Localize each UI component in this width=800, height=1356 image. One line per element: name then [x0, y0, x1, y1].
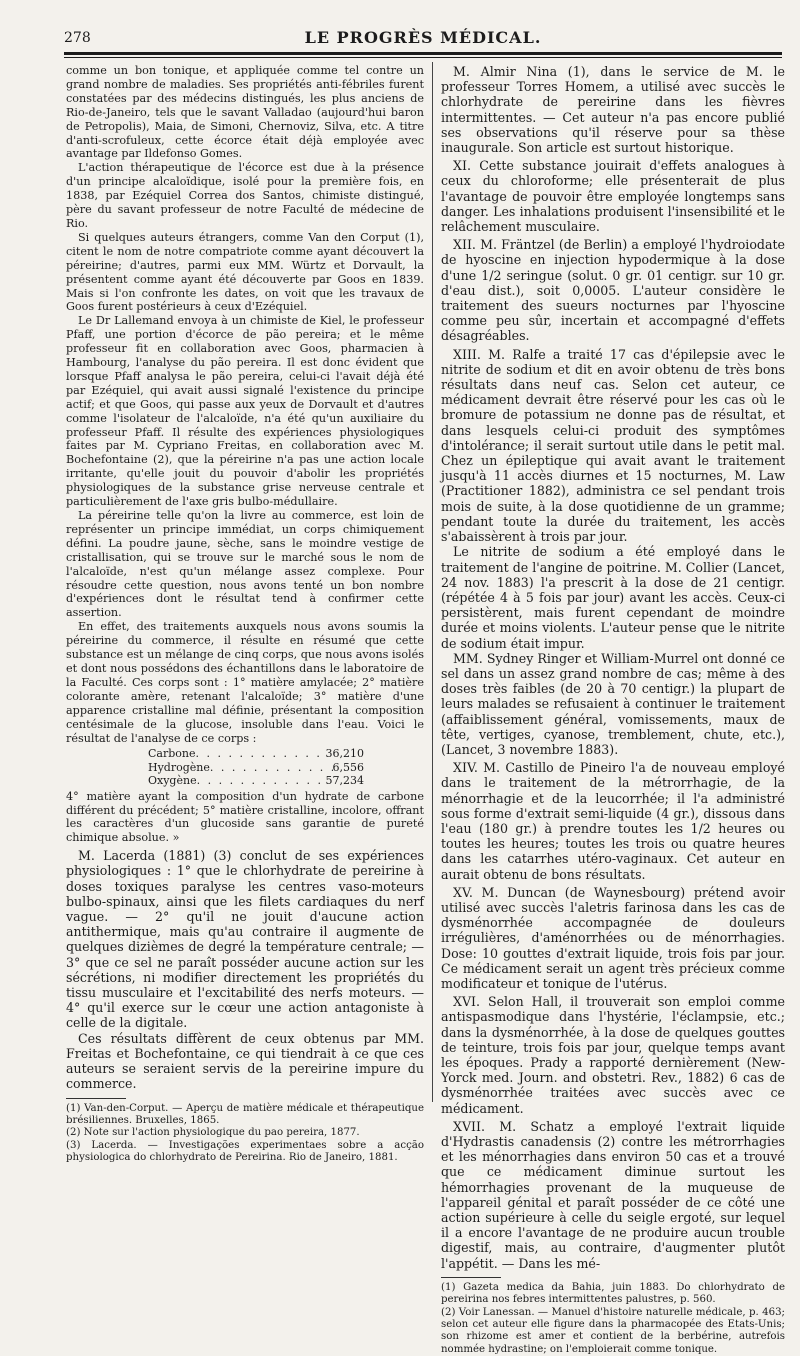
paragraph: L'action thérapeutique de l'écorce est due à la présence d'un principe alcaloïdique, isolé pour la première fois, en 1838, par Ezéquiel Correa dos Santos, chimiste distingué, père du savant professeur de notre Faculté de médecine de Rio. — [66, 161, 424, 230]
leader-dots — [196, 747, 326, 760]
paragraph: XII. M. Fräntzel (de Berlin) a employé l'hydroiodate de hyoscine en injection hypodermique à la dose d'une 1/2 seringue (solut. 0 gr. 01 centigr. sur 10 gr. d'eau dist.), soit 0,0005. L'auteur considère le traitement des sueurs nocturnes par l'hyoscine comme peu sûr, incertain et accompagné d'effets désagréables. — [441, 237, 785, 344]
paragraph: XVII. M. Schatz a employé l'extrait liquide d'Hydrastis canadensis (2) contre les métrorrhagies et les ménorrhagies dans environ 50 cas et a trouvé que ce médicament diminue surtout les hémorrhagies provenant de la muqueuse de l'appareil génital et paraît posséder de ce côté une action supérieure à celle du seigle ergoté, sur lequel il a encore l'avantage de ne produire aucun trouble digestif, mais, au contraire, d'augmenter plutôt l'appétit. — Dans les mé- — [441, 1118, 785, 1271]
footnotes — [441, 1282, 785, 1356]
header-rule-thick — [64, 52, 782, 55]
paragraph: En effet, des traitements auxquels nous avons soumis la péreirine du commerce, il résulte en résumé que cette substance est un mélange de cinq corps, que nous avons isolés et dont nous possédons des échantillons dans le laboratoire de la Faculté. Ces corps sont : 1° matière amylacée; 2° matière colorante amère, retenant l'alcaloïde; 3° matière d'une apparence cristalline mal définie, présentant la composition centésimale de la glucose, insoluble dans l'eau. Voici le résultat de l'analyse de ce corps : — [66, 620, 424, 745]
paragraph: 4° matière ayant la composition d'un hydrate de carbone différent du précédent; 5° matière cristalline, incolore, offrant les caractères d'un glucoside sans garantie de pureté chimique absolue. » — [66, 789, 424, 845]
right-column — [441, 64, 785, 1356]
paragraph: XV. M. Duncan (de Waynesbourg) prétend avoir utilisé avec succès l'aletris farinosa dans les cas de dysménorrhée accompagnée de douleurs irrégulières, d'aménorrhées ou de ménorrhagies. Dose: 10 gouttes d'extrait liquide, trois fois par jour. Ce médicament serait un agent très précieux comme modificateur et tonique de l'utérus. — [441, 884, 785, 991]
paragraph: Ces résultats diffèrent de ceux obtenus par MM. Freitas et Bochefontaine, ce qui tiendrait à ce que ces auteurs se seraient servis de la pereirine impure du commerce. — [66, 1030, 424, 1092]
footnotes — [66, 1103, 424, 1165]
element-value: 6,556 — [332, 760, 364, 774]
element-name: Hydrogène — [148, 760, 210, 774]
paragraph: XIV. M. Castillo de Pineiro l'a de nouveau employé dans le traitement de la métrorrhagie, de la ménorrhagie et de la leucorrhée; il l'a administré sous forme d'extrait semi-liquide (4 gr.), dissous dans l'eau (180 gr.) à prendre toutes les 1/2 heures ou toutes les heures; toutes les trois ou quatre heures dans les catarrhes utéro-vaginaux. Cet auteur en aurait obtenu de bons résultats. — [441, 760, 785, 882]
page-number: 278 — [64, 30, 91, 46]
composition-table — [66, 747, 424, 787]
paragraph: M. Lacerda (1881) (3) conclut de ses expériences physiologiques : 1° que le chlorhydrate de pereirine à doses toxiques paralyse les centres vaso-moteurs bulbo-spinaux, ainsi que les filets cardiaques du nerf vague. — 2° qu'il ne jouit d'aucune action antithermique, mais qu'au contraire il augmente de quelques dizièmes de degré la température centrale; — 3° que ce sel ne paraît posséder aucune action sur les sécrétions, ni modifier directement les propriétés du tissu musculaire et l'excitabilité des nerfs moteurs. — 4° qu'il exerce sur le cœur une action antagoniste à celle de la digitale. — [66, 848, 424, 1031]
composition-row — [66, 774, 424, 787]
running-title: LE PROGRÈS MÉDICAL. — [304, 28, 542, 47]
header-rule-thin — [64, 57, 782, 58]
paragraph: XIII. M. Ralfe a traité 17 cas d'épilepsie avec le nitrite de sodium et dit en avoir obtenu de très bons résultats dans neuf cas. Selon cet auteur, ce médicament devrait être réservé pour les cas où le bromure de potassium ne donne pas de résultat, et dans lesquels celui-ci produit des symptômes d'intolérance; il serait surtout utile dans le petit mal. Chez un épileptique qui avait avant le traitement jusqu'à 11 accès diurnes et 15 nocturnes, M. Law (Practitioner 1882), administra ce sel pendant trois mois de suite, à la dose quotidienne de un gramme; pendant toute la durée du traitement, les accès s'abaissèrent à trois par jour. — [441, 346, 785, 545]
composition-row — [66, 747, 424, 760]
leader-dots — [197, 774, 326, 787]
footnote: (2) Note sur l'action physiologique du pao pereira, 1877. — [66, 1127, 360, 1139]
page-header — [64, 28, 782, 50]
footnote-separator — [66, 1098, 126, 1099]
paragraph: Si quelques auteurs étrangers, comme Van den Corput (1), citent le nom de notre compatriote comme ayant découvert la péreirine; d'autres, parmi eux MM. Würtz et Dorvault, la présentent comme ayant été découverte par Goos en 1839. Mais si l'on confronte les dates, on voit que les travaux de Goos furent postérieurs à ceux d'Ezéquiel. — [66, 230, 424, 314]
paragraph: La péreirine telle qu'on la livre au commerce, est loin de représenter un principe immédiat, un corps chimiquement défini. La poudre jaune, sèche, sans le moindre vestige de cristallisation, qui se trouve sur le marché sous le nom de l'alcaloïde, n'est qu'un mélange assez complexe. Pour résoudre cette question, nous avons tenté un bon nombre d'expériences dont le résultat tend à confirmer cette assertion. — [66, 509, 424, 620]
paragraph: XVI. Selon Hall, il trouverait son emploi comme antispasmodique dans l'hystérie, l'éclampsie, etc.; dans la dysménorrhée, à la dose de quelques gouttes de teinture, trois fois par jour, quelque temps avant les époques. Prady a rapporté dernièrement (New-Yorck med. Journ. and obstetri. Rev., 1882) 6 cas de dysménorrhée traitées avec succès avec ce médicament. — [441, 994, 785, 1116]
column-divider — [432, 62, 433, 1102]
paragraph: MM. Sydney Ringer et William-Murrel ont donné ce sel dans un assez grand nombre de cas; même à des doses très faibles (de 20 à 70 centigr.) la plupart de leurs malades se refusaient à continuer le traitement (affaiblissement général, vomissements, maux de tête, vertiges, cyanose, tremblement, chute, etc.), (Lancet, 3 novembre 1883). — [441, 650, 785, 757]
paragraph: Le nitrite de sodium a été employé dans le traitement de l'angine de poitrine. M. Collier (Lancet, 24 nov. 1883) l'a prescrit à la dose de 21 centigr. (répétée 4 à 5 fois par jour) avant les accès. Ceux-ci persistèrent, mais furent cependant de moindre durée et moins violents. L'auteur pense que le nitrite de sodium était impur. — [441, 544, 785, 651]
footnote: (2) Voir Lanessan. — Manuel d'histoire naturelle médicale, p. 463; selon cet auteur elle figure dans la pharmacopée des Etats-Unis; son rhizome est amer et contient de la berbérine, autrefois nommée hydrastine; on l'emploierait comme tonique. — [441, 1306, 785, 1355]
footnote: (3) Lacerda. — Investigações experimentaes sobre a acção physiologica do chlorhydrato de Pereirina. Rio de Janeiro, 1881. — [66, 1139, 424, 1164]
element-value: 36,210 — [325, 747, 364, 761]
footnote: (1) Van-den-Corput. — Aperçu de matière médicale et thérapeutique brésiliennes. Bruxelles, 1865. — [66, 1102, 424, 1126]
footnote: (1) Gazeta medica da Bahia, juin 1883. Do chlorhydrato de pereirina nos febres intermittentes palustres, p. 560. — [441, 1281, 785, 1306]
composition-row — [66, 761, 424, 774]
element-name: Carbone — [148, 747, 196, 761]
element-value: 57,234 — [325, 774, 364, 788]
leader-dots — [210, 761, 333, 774]
paragraph: M. Almir Nina (1), dans le service de M. le professeur Torres Homem, a utilisé avec succès le chlorhydrate de pereirine dans les fièvres intermittentes. — Cet auteur n'a pas encore publié ses observations qu'il réserve pour sa thèse inaugurale. Son article est surtout historique. — [441, 64, 785, 156]
paragraph: Le Dr Lallemand envoya à un chimiste de Kiel, le professeur Pfaff, une portion d'écorce de pão pereira; et le même professeur fit en collaboration avec Goos, pharmacien à Hambourg, l'analyse du pão pereira. Il est donc évident que lorsque Pfaff analysa le pão pereira, celui-ci l'avait déjà été par Ezéquiel, qui avait aussi signalé l'existence du principe actif; et que Goos, qui passe aux yeux de Dorvault et d'autres comme l'isolateur de l'alcaloïde, n'a été qu'un auxiliaire du professeur Pfaff. Il résulte des expériences physiologiques faites par M. Cypriano Freitas, en collaboration avec M. Bochefontaine (2), que la péreirine n'a pas une action locale irritante, qu'elle jouit du pouvoir d'abolir les propriétés physiologiques de la substance grise nerveuse centrale et particulièrement de l'axe gris bulbo-médullaire. — [66, 314, 424, 509]
footnote-separator — [441, 1277, 501, 1278]
left-column — [66, 64, 424, 1165]
paragraph: XI. Cette substance jouirait d'effets analogues à ceux du chloroforme; elle présenterait de plus l'avantage de pouvoir être employée longtemps sans danger. Les inhalations produisent l'insensibilité et le relâchement musculaire. — [441, 158, 785, 235]
paragraph: comme un bon tonique, et appliquée comme tel contre un grand nombre de maladies. Ses propriétés anti-fébriles furent constatées par des médecins distingués, les plus anciens de Rio-de-Janeiro, tels que le savant Valladao (aujourd'hui baron de Petropolis), Maia, de Simoni, Chernoviz, Silva, etc. A titre d'anti-scrofuleux, cette écorce était déjà employée avec avantage par Ildefonso Gomes. — [66, 64, 424, 161]
element-name: Oxygène — [148, 774, 197, 788]
